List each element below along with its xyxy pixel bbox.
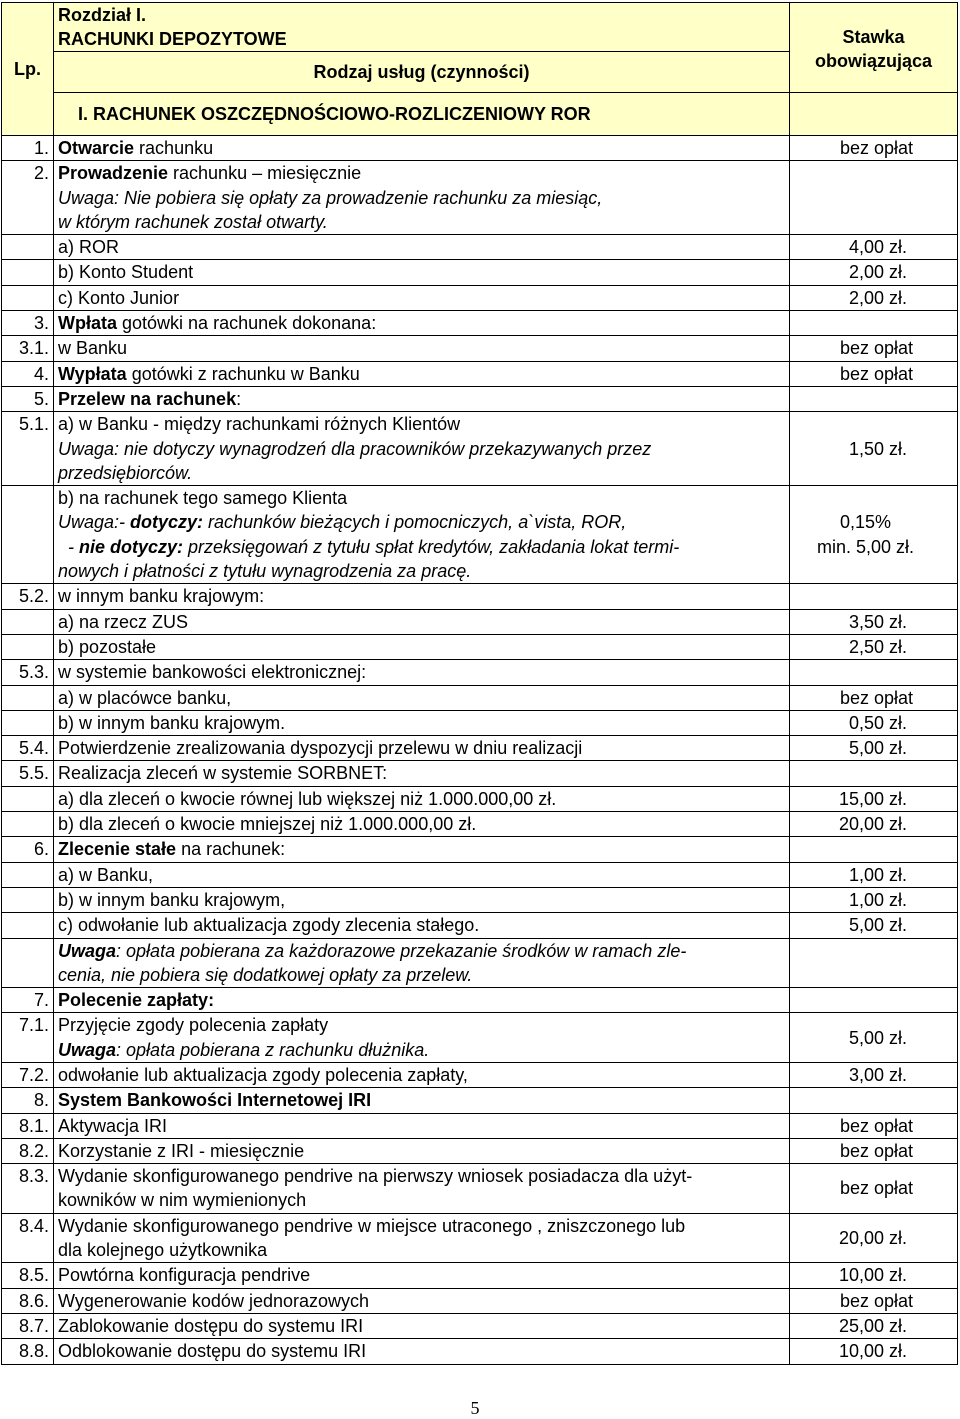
table-row: 3. Wpłata gotówki na rachunek dokonana: bbox=[2, 311, 958, 336]
chapter-heading bbox=[54, 3, 790, 52]
table-row: 8.4. Wydanie skonfigurowanego pendrive w miejsce utraconego , zniszczonego lub dla kolejnego użytkownika 20,00 zł. bbox=[2, 1213, 958, 1263]
table-row: 6. Zlecenie stałe na rachunek: bbox=[2, 837, 958, 862]
table-row: 8.6. Wygenerowanie kodów jednorazowych bez opłat bbox=[2, 1288, 958, 1313]
table-row: 4. Wypłata gotówki z rachunku w Banku bez opłat bbox=[2, 361, 958, 386]
table-row: 8.2. Korzystanie z IRI - miesięcznie bez opłat bbox=[2, 1138, 958, 1163]
header-lp: Lp. bbox=[2, 3, 54, 136]
table-row: a) w Banku, 1,00 zł. bbox=[2, 862, 958, 887]
header-rate bbox=[790, 3, 958, 93]
table-row: 7. Polecenie zapłaty: bbox=[2, 988, 958, 1013]
table-row: 8.7. Zablokowanie dostępu do systemu IRI 25,00 zł. bbox=[2, 1313, 958, 1338]
chapter-title: RACHUNKI DEPOZYTOWE bbox=[58, 29, 287, 49]
table-row: b) w innym banku krajowym. 0,50 zł. bbox=[2, 710, 958, 735]
fee-table bbox=[1, 2, 958, 1365]
table-row: c) Konto Junior 2,00 zł. bbox=[2, 285, 958, 310]
table-row: a) na rzecz ZUS 3,50 zł. bbox=[2, 609, 958, 634]
table-header bbox=[2, 3, 958, 52]
table-row: 3.1. w Banku bez opłat bbox=[2, 336, 958, 361]
header-rate-line2: obowiązująca bbox=[814, 50, 933, 71]
table-row: 7.1. Przyjęcie zgody polecenia zapłaty Uwaga: opłata pobierana z rachunku dłużnika. 5,00 zł. bbox=[2, 1013, 958, 1063]
chapter-label: Rozdział I. bbox=[58, 5, 147, 25]
table-row: a) dla zleceń o kwocie równej lub większej niż 1.000.000,00 zł. 15,00 zł. bbox=[2, 786, 958, 811]
table-row: 5. Przelew na rachunek: bbox=[2, 386, 958, 411]
table-row: b) na rachunek tego samego Klienta Uwaga:- dotyczy: rachunków bieżących i pomocniczych, a`vista, ROR, - nie dotyczy: przeksięgowań z tytułu spłat kredytów, zakładania lokat termi- nowych i płatności z tytułu wynagrodzenia za pracę. 0,15% min. 5,00 zł. bbox=[2, 486, 958, 584]
table-row: a) w placówce banku, bez opłat bbox=[2, 685, 958, 710]
section-title: I. RACHUNEK OSZCZĘDNOŚCIOWO-ROZLICZENIOWY ROR bbox=[54, 93, 790, 136]
table-row: b) pozostałe 2,50 zł. bbox=[2, 634, 958, 659]
table-row: 5.4. Potwierdzenie zrealizowania dyspozycji przelewu w dniu realizacji 5,00 zł. bbox=[2, 736, 958, 761]
table-row: 5.5. Realizacja zleceń w systemie SORBNET: bbox=[2, 761, 958, 786]
table-row: b) w innym banku krajowym, 1,00 zł. bbox=[2, 887, 958, 912]
table-row: a) ROR 4,00 zł. bbox=[2, 235, 958, 260]
table-row: Uwaga: opłata pobierana za każdorazowe przekazanie środków w ramach zle- cenia, nie pobiera się dodatkowej opłaty za przelew. bbox=[2, 938, 958, 988]
page-number: 5 bbox=[470, 1398, 480, 1418]
header-rate-line1: Stawka bbox=[842, 26, 905, 47]
table-row: 7.2. odwołanie lub aktualizacja zgody polecenia zapłaty, 3,00 zł. bbox=[2, 1062, 958, 1087]
table-row: 5.1. a) w Banku - między rachunkami różnych Klientów Uwaga: nie dotyczy wynagrodzeń dla pracowników przekazywanych przez przedsiębiorców. 1,50 zł. bbox=[2, 412, 958, 486]
table-row: 8.1. Aktywacja IRI bez opłat bbox=[2, 1113, 958, 1138]
table-row: 8.5. Powtórna konfiguracja pendrive 10,00 zł. bbox=[2, 1263, 958, 1288]
table-row: 5.2. w innym banku krajowym: bbox=[2, 584, 958, 609]
header-service: Rodzaj usług (czynności) bbox=[54, 52, 790, 93]
table-row: 1. Otwarcie rachunku bez opłat bbox=[2, 136, 958, 161]
table-row: b) dla zleceń o kwocie mniejszej niż 1.000.000,00 zł. 20,00 zł. bbox=[2, 812, 958, 837]
table-row: b) Konto Student 2,00 zł. bbox=[2, 260, 958, 285]
table-row: 5.3. w systemie bankowości elektronicznej: bbox=[2, 660, 958, 685]
table-row: 8.8. Odblokowanie dostępu do systemu IRI 10,00 zł. bbox=[2, 1339, 958, 1364]
table-row: 8.3. Wydanie skonfigurowanego pendrive na pierwszy wniosek posiadacza dla użyt- kowników w nim wymienionych bez opłat bbox=[2, 1164, 958, 1214]
table-row: c) odwołanie lub aktualizacja zgody zlecenia stałego. 5,00 zł. bbox=[2, 913, 958, 938]
table-row: 2. Prowadzenie rachunku – miesięcznie Uwaga: Nie pobiera się opłaty za prowadzenie rachunku za miesiąc, w którym rachunek został otwarty. bbox=[2, 161, 958, 235]
table-row: 8. System Bankowości Internetowej IRI bbox=[2, 1088, 958, 1113]
